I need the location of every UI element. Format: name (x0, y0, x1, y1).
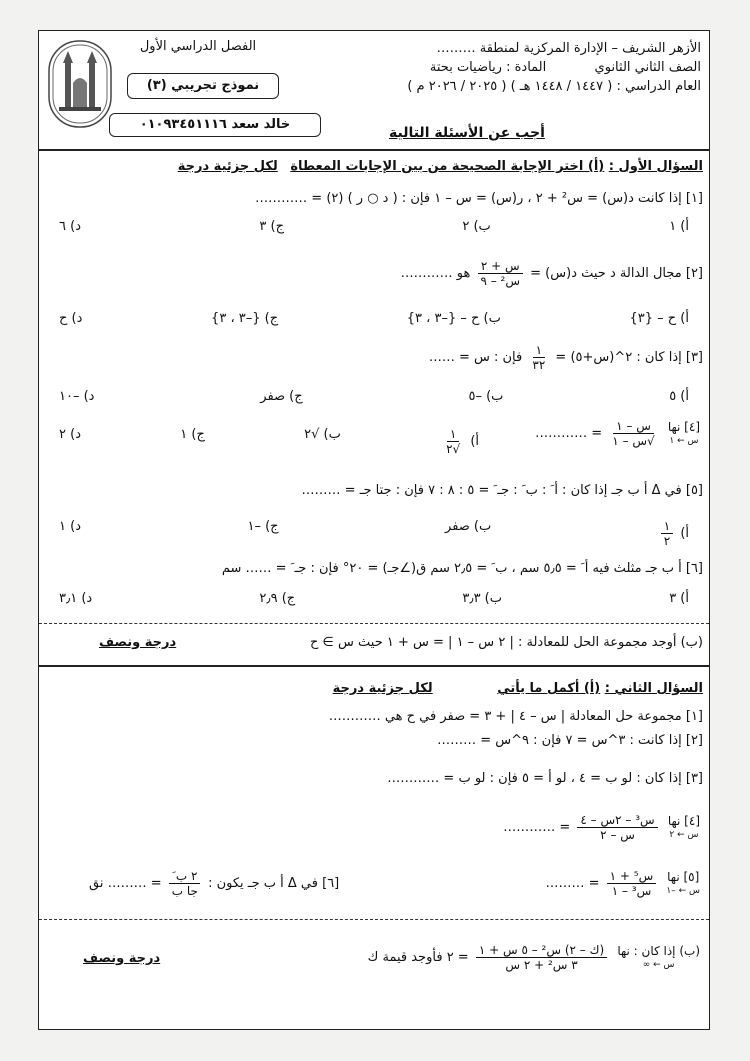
term-label: الفصل الدراسي الأول (139, 39, 257, 54)
option[interactable] (658, 519, 689, 548)
option[interactable]: ب) ٣٫٣ (462, 591, 502, 606)
denominator: √س – ١ (612, 434, 655, 448)
denominator: جا ب (171, 884, 198, 898)
option[interactable]: د) ح (59, 311, 83, 326)
q1-item5-options (59, 519, 689, 548)
option[interactable]: ب) √٢ (304, 427, 341, 442)
limit-label: [٤] نها (667, 419, 700, 434)
header-info (407, 39, 701, 96)
limit (668, 420, 700, 448)
academic-year: العام الدراسي : ( ١٤٤٧ / ١٤٤٨ هـ ) ( ٢٠٢٥ / ٢٠٢٦ م ) (407, 79, 701, 94)
option[interactable]: ج) صفر (260, 389, 303, 404)
option[interactable]: أ) ١ (669, 219, 689, 234)
fraction (529, 343, 548, 372)
fraction (477, 259, 523, 288)
q1-part-b-mark: درجة ونصف (99, 635, 177, 650)
denominator: س³ – ١ (611, 884, 652, 898)
limit-sub: س ← –١ (666, 885, 700, 896)
teacher-contact: خالد سعد ٠١٠٩٣٤٥١١١٦ (109, 113, 321, 137)
stem-text: [٣] إذا كان : ٢^(س+٥) = (555, 350, 703, 365)
q2-part-a: (أ) أكمل ما يأتي (497, 681, 601, 696)
divider (39, 149, 709, 151)
limit-sub: س ← ∞ (642, 959, 675, 970)
azhar-logo-icon (47, 39, 113, 129)
numerator: ١ (661, 519, 673, 534)
header-line1: الأزهر الشريف – الإدارة المركزية لمنطقة ……… (436, 41, 701, 56)
limit (666, 870, 700, 898)
q1-label: السؤال الأول : (608, 159, 703, 174)
q2-part-b-mark: درجة ونصف (83, 951, 161, 966)
stem-text: = ٢ فأوجد قيمة ك (367, 950, 469, 965)
option[interactable]: ب) ح – {–٣ ، ٣} (406, 311, 501, 326)
q1-item4-stem (535, 419, 703, 448)
q1-item2-options (59, 311, 689, 326)
divider (39, 919, 709, 920)
numerator: ٢ ب َ (169, 869, 200, 884)
option[interactable]: ب) ٢ (462, 219, 491, 234)
numerator: س⁵ + ١ (607, 869, 657, 884)
stem-text: = ……… نق (89, 876, 162, 891)
option[interactable]: ب) صفر (445, 519, 492, 534)
numerator: س + ٢ (478, 259, 523, 274)
stem-text: = ……… (545, 876, 600, 891)
q2-item3: [٣] إذا كان : لو ب = ٤ ، لو أ = ٥ فإن : لو ب = ………… (387, 771, 703, 786)
stem-text: = ………… (503, 820, 571, 835)
option-label: أ) (470, 434, 479, 449)
option[interactable]: ج) ١ (180, 427, 205, 442)
numerator: س – ١ (613, 419, 654, 434)
numerator: س³ – ٢س – ٤ (577, 813, 657, 828)
fraction (661, 519, 673, 548)
numerator: (ك – ٢) س² – ٥ س + ١ (476, 943, 607, 958)
q1-item3-options (59, 389, 689, 404)
denominator: س² – ٩ (480, 274, 521, 288)
q2-item1: [١] مجموعة حل المعادلة | س – ٤ | + ٣ = صفر في ح هي ………… (328, 709, 703, 724)
option[interactable]: أ) ٥ (669, 389, 689, 404)
exam-sheet (38, 30, 710, 1030)
divider (39, 665, 709, 667)
limit-sub: س ← ١ (669, 435, 699, 446)
denominator: ٣ س² + ٢ س (505, 958, 578, 972)
header-line2 (407, 58, 701, 77)
option[interactable]: د) ٣٫١ (59, 591, 93, 606)
q2-mark: لكل جزئية درجة (332, 681, 433, 696)
option[interactable]: د) ٢ (59, 427, 81, 442)
fraction (476, 943, 607, 972)
option[interactable]: أ) ٣ (669, 591, 689, 606)
q2-label: السؤال الثاني : (604, 681, 703, 696)
limit (668, 814, 700, 842)
option[interactable]: د) ١ (59, 519, 81, 534)
limit-label: [٥] نها (667, 869, 700, 884)
limit-label: [٤] نها (667, 813, 700, 828)
q1-part-a: (أ) اختر الإجابة الصحيحة من بين الإجابات المعطاة (290, 159, 605, 174)
q1-item3-stem (429, 343, 703, 372)
option[interactable]: أ) ح – {٣} (629, 311, 689, 326)
option[interactable]: ج) –١ (247, 519, 279, 534)
limit-label: (ب) إذا كان : نها (617, 943, 700, 958)
q1-header (178, 159, 703, 174)
grade-label: الصف الثاني الثانوي (594, 60, 701, 75)
q2-item2: [٢] إذا كانت : ٣^س = ٧ فإن : ٩^س = ……… (437, 733, 703, 748)
option[interactable]: د) ٦ (59, 219, 81, 234)
q1-mark: لكل جزئية درجة (177, 159, 278, 174)
fraction (169, 869, 201, 898)
q2-header (333, 681, 703, 696)
option[interactable] (440, 427, 479, 456)
q2-item5 (545, 869, 703, 898)
limit (617, 944, 700, 972)
denominator: ٣٢ (532, 358, 546, 372)
denominator: √٢ (446, 442, 461, 456)
fraction (577, 813, 657, 842)
fraction (609, 419, 657, 448)
q2-part-b (368, 943, 703, 972)
limit-sub: س ← ٢ (669, 829, 699, 840)
fraction (607, 869, 657, 898)
q1-item6-options (59, 591, 689, 606)
option[interactable]: ج) {–٣ ، ٣} (211, 311, 279, 326)
option[interactable]: ج) ٣ (259, 219, 284, 234)
instruction: أجب عن الأسئلة التالية (389, 125, 545, 141)
denominator: ٢ (663, 534, 671, 548)
q1-item2-stem (401, 259, 703, 288)
stem-text: فإن : س = …… (428, 350, 523, 365)
fraction (443, 427, 463, 456)
numerator: ١ (447, 427, 459, 442)
subject-label: المادة : رياضيات بحتة (429, 60, 547, 75)
stem-text: هو ………… (400, 266, 471, 281)
stem-text: [٦] في Δ أ ب جـ يكون : (208, 876, 340, 891)
numerator: ١ (533, 343, 545, 358)
model-badge: نموذج تجريبي (٣) (127, 73, 279, 99)
stem-text: = ………… (535, 426, 603, 441)
q1-item5-stem: [٥] في Δ أ ب جـ إذا كان : أ َ : ب َ : جـ َ = ٥ : ٨ : ٧ فإن : جتا جـ = ……… (301, 483, 703, 498)
q1-item1-stem: [١] إذا كانت د(س) = س² + ٢ ، ر(س) = س – ١ فإن : ( د ○ ر ) (٢) = ………… (255, 191, 703, 206)
option[interactable]: ج) ٢٫٩ (259, 591, 296, 606)
q1-item4-options (59, 427, 479, 456)
q1-part-b: (ب) أوجد مجموعة الحل للمعادلة : | ٢ س – ١ | = س + ١ حيث س ∋ ح (310, 635, 703, 650)
denominator: س – ٢ (600, 828, 635, 842)
option[interactable]: ب) –٥ (468, 389, 504, 404)
q2-item4 (503, 813, 703, 842)
q2-item6 (89, 869, 339, 898)
q1-item6-stem: [٦] أ ب جـ مثلث فيه أ َ = ٥٫٥ سم ، ب َ = ٢٫٥ سم ق(∠جـ) = ٢٠° فإن : جـ َ = …… سم (221, 561, 703, 576)
q1-item1-options (59, 219, 689, 234)
divider (39, 623, 709, 624)
option-label: أ) (680, 526, 689, 541)
option[interactable]: د) –١٠ (59, 389, 95, 404)
stem-text: [٢] مجال الدالة د حيث د(س) = (530, 266, 703, 281)
